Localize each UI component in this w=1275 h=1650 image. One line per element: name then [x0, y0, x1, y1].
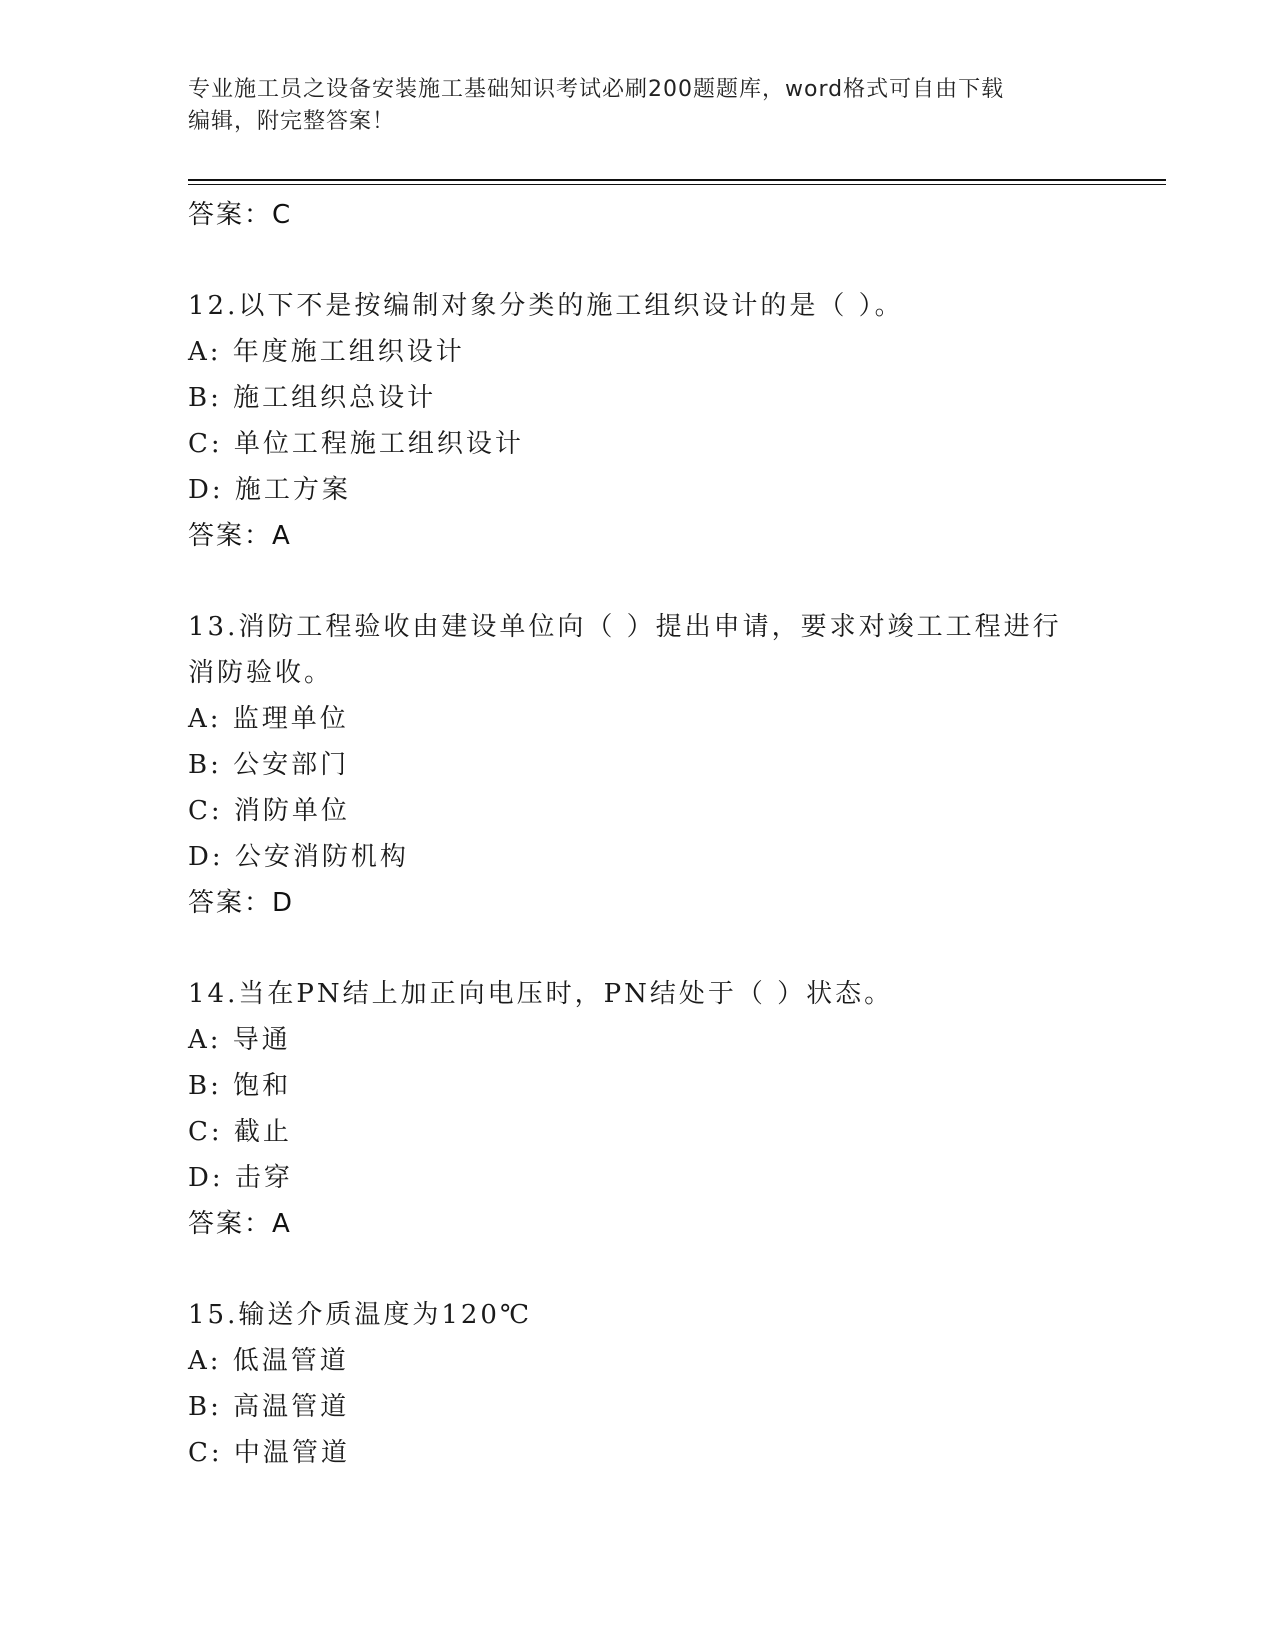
- option-c: C: 消防单位: [188, 796, 350, 826]
- answer-line: 答案：D: [188, 888, 295, 918]
- option-b: B: 高温管道: [188, 1392, 350, 1422]
- header-divider-thin: [188, 184, 1166, 185]
- option-b: B: 饱和: [188, 1071, 292, 1101]
- question-list: [188, 192, 1108, 1476]
- answer-line: 答案：A: [188, 1209, 292, 1239]
- answer-line: 答案：C: [188, 200, 293, 230]
- header-line-2: 编辑，附完整答案！: [188, 109, 396, 134]
- option-b: B: 施工组织总设计: [188, 383, 437, 413]
- question-block: [188, 283, 1108, 559]
- option-d: D: 施工方案: [188, 475, 351, 505]
- question-block: [188, 1292, 1108, 1476]
- option-c: C: 单位工程施工组织设计: [188, 429, 524, 459]
- option-d: D: 公安消防机构: [188, 842, 409, 872]
- answer-line: 答案：A: [188, 521, 292, 551]
- question-stem: 12.以下不是按编制对象分类的施工组织设计的是（ ）。: [188, 291, 904, 321]
- header-line-1: 专业施工员之设备安装施工基础知识考试必刷200题题库，word格式可自由下载: [188, 77, 1005, 102]
- question-block: [188, 604, 1108, 926]
- option-c: C: 截止: [188, 1117, 292, 1147]
- document-header: [188, 74, 1068, 138]
- option-c: C: 中温管道: [188, 1438, 350, 1468]
- option-b: B: 公安部门: [188, 750, 350, 780]
- question-stem: 13.消防工程验收由建设单位向（ ）提出申请，要求对竣工工程进行: [188, 612, 1062, 642]
- question-stem: 15.输送介质温度为120℃: [188, 1300, 533, 1330]
- option-a: A: 低温管道: [188, 1346, 349, 1376]
- option-a: A: 导通: [188, 1025, 291, 1055]
- question-block: [188, 971, 1108, 1247]
- header-divider-thick: [188, 179, 1166, 181]
- option-d: D: 击穿: [188, 1163, 293, 1193]
- question-stem: 14.当在PN结上加正向电压时，PN结处于（ ）状态。: [188, 979, 894, 1009]
- option-a: A: 年度施工组织设计: [188, 337, 465, 367]
- option-a: A: 监理单位: [188, 704, 349, 734]
- question-stem-continued: 消防验收。: [188, 658, 334, 688]
